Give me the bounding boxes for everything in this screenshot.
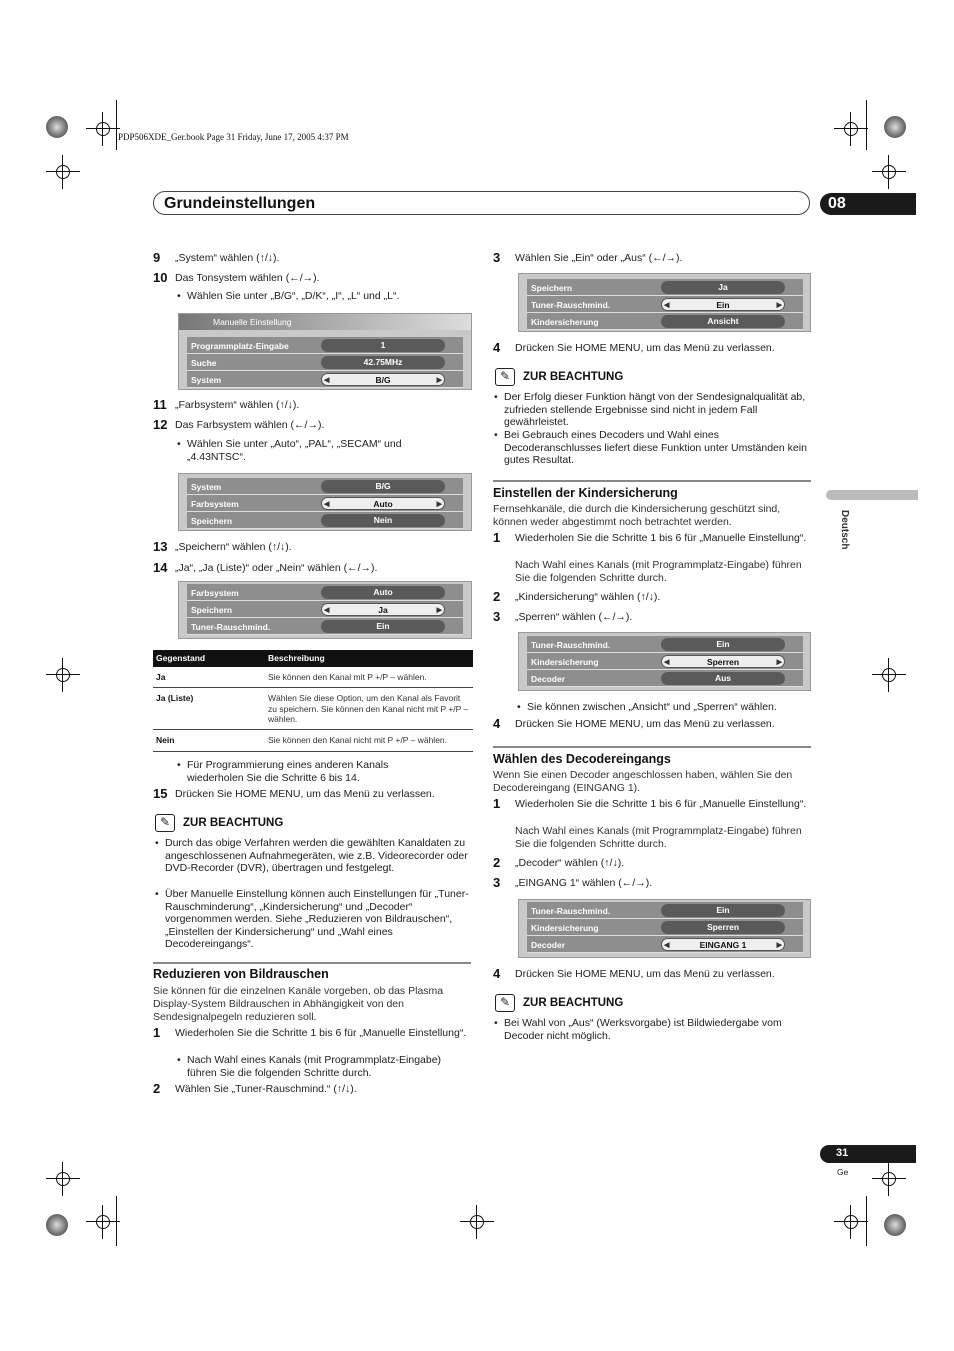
note-icon — [155, 814, 175, 832]
chapter-tab — [820, 193, 916, 215]
crop-cross — [86, 112, 120, 146]
page-number-tab — [820, 1145, 916, 1163]
note-item: • Durch das obige Verfahren werden die gewählten Kanaldaten zu angeschlossenen Aufnahmegeräten, wie z.B. Videorecorder oder DVD-Recorder (DVR), übertragen und festgelegt. — [165, 837, 473, 875]
registration-mark — [884, 1214, 906, 1236]
table-header: Gegenstand — [153, 650, 265, 667]
crop-cross — [872, 155, 906, 189]
page-number: 31 — [836, 1147, 849, 1159]
crop-cross — [834, 1205, 868, 1239]
crop-cross — [46, 658, 80, 692]
crop-cross — [86, 1205, 120, 1239]
crop-cross — [872, 1162, 906, 1196]
osd-row: Programmplatz-Eingabe 1 — [187, 337, 463, 354]
bullet: • Für Programmierung eines anderen Kanals wiederholen Sie die Schritte 6 bis 14. — [187, 759, 427, 784]
bullet: • Wählen Sie unter „B/G“, „D/K“, „I“, „L“ und „L“. — [187, 290, 477, 303]
bullet: • Wählen Sie unter „Auto“, „PAL“, „SECAM“ und „4.43NTSC“. — [187, 438, 462, 463]
note-icon — [495, 994, 515, 1012]
table-row: Nein Sie können den Kanal nicht mit P +/P – wählen. — [153, 730, 473, 751]
print-slug: PDP506XDE_Ger.book Page 31 Friday, June 17, 2005 4:37 PM — [118, 132, 349, 142]
page-header — [153, 191, 810, 215]
osd-decoder: Tuner-Rauschmind. Ein Kindersicherung Sperren Decoder ◀ EINGANG 1 ▶ — [518, 899, 811, 958]
bullet: • Sie können zwischen „Ansicht“ und „Sperren“ wählen. — [527, 701, 812, 714]
crop-cross — [834, 112, 868, 146]
section-intro: Wenn Sie einen Decoder angeschlossen haben, wählen Sie den Decodereingang (EINGANG 1). — [493, 769, 793, 794]
section-title: Reduzieren von Bildrauschen — [153, 967, 329, 981]
section-intro: Fernsehkanäle, die durch die Kindersicherung geschützt sind, können weder abgestimmt noch betrachtet werden. — [493, 503, 781, 528]
registration-mark — [884, 116, 906, 138]
options-table — [153, 650, 473, 752]
crop-cross — [872, 658, 906, 692]
step-detail: Nach Wahl eines Kanals (mit Programmplatz-Eingabe) führen Sie die folgenden Schritte durch. — [515, 559, 802, 584]
note-item: • Bei Wahl von „Aus“ (Werksvorgabe) ist Bildwiedergabe vom Decoder nicht möglich. — [504, 1017, 810, 1042]
crop-cross — [46, 1162, 80, 1196]
section-intro: Sie können für die einzelnen Kanäle vorgeben, ob das Plasma Display-System Bildrauschen in Abhängigkeit von den Sendesignalpegeln reduzieren soll. — [153, 985, 444, 1023]
crop-cross — [460, 1205, 494, 1239]
osd-save: Farbsystem Auto Speichern ◀ Ja ▶ Tuner-Rauschmind. Ein — [178, 581, 472, 639]
page-lang: Ge — [837, 1167, 849, 1177]
page-title: Grundeinstellungen — [164, 195, 316, 212]
osd-color-system: System B/G Farbsystem ◀ Auto ▶ Speichern Nein — [178, 473, 472, 531]
table-row: Ja (Liste) Wählen Sie diese Option, um den Kanal als Favorit zu speichern. Sie können den Kanal nicht mit P +/P – wählen. — [153, 688, 473, 730]
crop-cross — [46, 155, 80, 189]
osd-noise: Speichern Ja Tuner-Rauschmind. ◀ Ein ▶ Kindersicherung Ansicht — [518, 273, 811, 332]
chapter-number: 08 — [828, 195, 846, 212]
step-detail: Nach Wahl eines Kanals (mit Programmplatz-Eingabe) führen Sie die folgenden Schritte durch. — [515, 825, 802, 850]
side-tab — [826, 490, 918, 500]
table-row: Ja Sie können den Kanal mit P +/P – wählen. — [153, 667, 473, 688]
section-title: Wählen des Decodereingangs — [493, 752, 671, 766]
osd-title: Manuelle Einstellung — [179, 314, 471, 330]
note-item: • Bei Gebrauch eines Decoders und Wahl eines Decoderanschlusses liefert diese Funktion unter Umständen kein gutes Resultat. — [504, 429, 810, 467]
section-title: Einstellen der Kindersicherung — [493, 486, 678, 500]
osd-row: System ◀ B/G ▶ — [187, 371, 463, 388]
bullet: • Nach Wahl eines Kanals (mit Programmplatz-Eingabe) führen Sie die folgenden Schritte durch. — [187, 1054, 472, 1079]
osd-manual-setup — [178, 313, 472, 390]
registration-mark — [46, 116, 68, 138]
note-item: • Über Manuelle Einstellung können auch Einstellungen für „Tuner-Rauschminderung“, „Kindersicherung“ und „Decoder“ vorgenommen werden. Siehe „Reduzieren von Bildrauschen“, „Einstellen der Kindersicherung“ und „Wahl eines Decodereingangs“. — [165, 888, 473, 951]
osd-parental: Tuner-Rauschmind. Ein Kindersicherung ◀ Sperren ▶ Decoder Aus — [518, 632, 811, 691]
table-header: Beschreibung — [265, 650, 473, 667]
side-tab-label: Deutsch — [839, 510, 851, 550]
note-icon — [495, 368, 515, 386]
osd-row: Suche 42.75MHz — [187, 354, 463, 371]
note-item: • Der Erfolg dieser Funktion hängt von der Sendesignalqualität ab, zufrieden stellende Ergebnisse sind nicht in jedem Fall gewährleistet. — [504, 391, 810, 429]
registration-mark — [46, 1214, 68, 1236]
